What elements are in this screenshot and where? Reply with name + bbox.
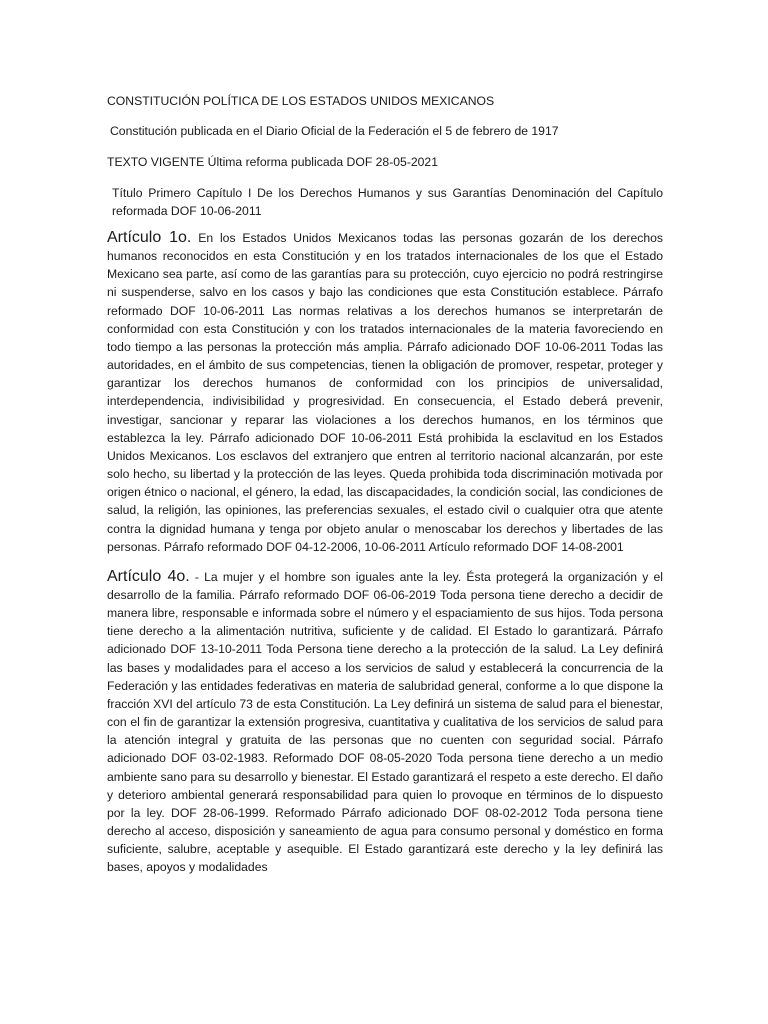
- article-4-heading: Artículo 4o.: [107, 567, 190, 585]
- publication-line: Constitución publicada en el Diario Oficial de la Federación el 5 de febrero de 1917: [110, 124, 559, 138]
- chapter-heading: Título Primero Capítulo I De los Derechos Humanos y sus Garantías Denominación del Capítulo reformada DOF 10-06-2011: [112, 186, 663, 218]
- current-text-line: TEXTO VIGENTE Última reforma publicada DOF 28-05-2021: [107, 155, 438, 169]
- article-1-heading: Artículo 1o.: [107, 229, 192, 246]
- document-title: CONSTITUCIÓN POLÍTICA DE LOS ESTADOS UNIDOS MEXICANOS: [107, 94, 495, 108]
- article-4-body: - La mujer y el hombre son iguales ante la ley. Ésta protegerá la organización y el desarrollo de la familia. Párrafo reformado DOF 06-06-2019 Toda persona tiene derecho a decidir de manera libre, responsable e informada sobre el número y el espaciamiento de sus hijos. Toda persona tiene derecho a la alimentación nutritiva, suficiente y de calidad. El Estado lo garantizará. Párrafo adicionado DOF 13-10-2011 Toda Persona tiene derecho a la protección de la salud. La Ley definirá las bases y modalidades para el acceso a los servicios de salud y establecerá la concurrencia de la Federación y las entidades federativas en materia de salubridad general, conforme a lo que dispone la fracción XVI del artículo 73 de esta Constitución. La Ley definirá un sistema de salud para el bienestar, con el fin de garantizar la extensión progresiva, cuantitativa y cualitativa de los servicios de salud para la atención integral y gratuita de las personas que no cuenten con seguridad social. Párrafo adicionado DOF 03-02-1983. Reformado DOF 08-05-2020 Toda persona tiene derecho a un medio ambiente sano para su desarrollo y bienestar. El Estado garantizará el respeto a este derecho. El daño y deterioro ambiental generará responsabilidad para quien lo provoque en términos de lo dispuesto por la ley. DOF 28-06-1999. Reformado Párrafo adicionado DOF 08-02-2012 Toda persona tiene derecho al acceso, disposición y saneamiento de agua para consumo personal y doméstico en forma suficiente, salubre, aceptable y asequible. El Estado garantizará este derecho y la ley definirá las bases, apoyos y modalidades: [107, 569, 664, 875]
- article-1: [107, 229, 663, 556]
- article-4: [107, 568, 663, 877]
- article-1-body: En los Estados Unidos Mexicanos todas las personas gozarán de los derechos humanos reconocidos en esta Constitución y en los tratados internacionales de los que el Estado Mexicano sea parte, así como de las garantías para su protección, cuyo ejercicio no podrá restringirse ni suspenderse, salvo en los casos y bajo las condiciones que esta Constitución establece. Párrafo reformado DOF 10-06-2011 Las normas relativas a los derechos humanos se interpretarán de conformidad con esta Constitución y con los tratados internacionales de la materia favoreciendo en todo tiempo a las personas la protección más amplia. Párrafo adicionado DOF 10-06-2011 Todas las autoridades, en el ámbito de sus competencias, tienen la obligación de promover, respetar, proteger y garantizar los derechos humanos de conformidad con los principios de universalidad, interdependencia, indivisibilidad y progresividad. En consecuencia, el Estado deberá prevenir, investigar, sancionar y reparar las violaciones a los derechos humanos, en los términos que establezca la ley. Párrafo adicionado DOF 10-06-2011 Está prohibida la esclavitud en los Estados Unidos Mexicanos. Los esclavos del extranjero que entren al territorio nacional alcanzarán, por este solo hecho, su libertad y la protección de las leyes. Queda prohibida toda discriminación motivada por origen étnico o nacional, el género, la edad, las discapacidades, la condición social, las condiciones de salud, la religión, las opiniones, las preferencias sexuales, el estado civil o cualquier otra que atente contra la dignidad humana y tenga por objeto anular o menoscabar los derechos y libertades de las personas. Párrafo reformado DOF 04-12-2006, 10-06-2011 Artículo reformado DOF 14-08-2001: [107, 231, 663, 554]
